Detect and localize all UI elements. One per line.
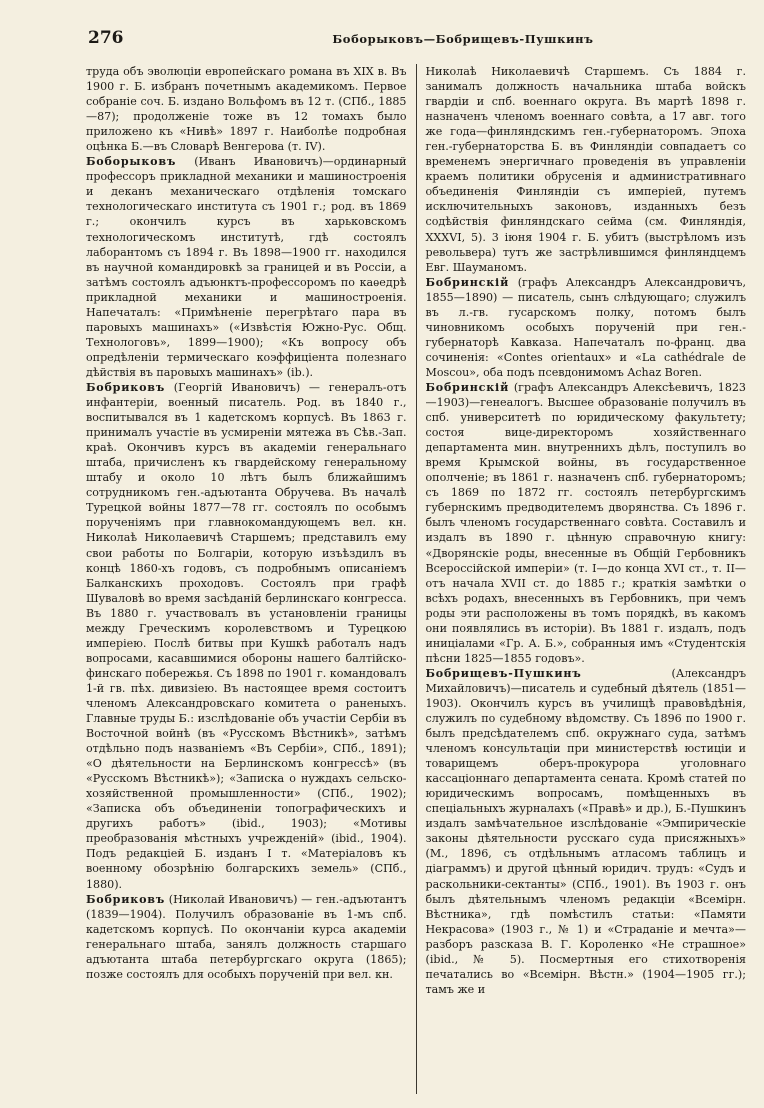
entry-text: (Георгій Ивановичъ) — генералъ-отъ инфантеріи, военный писатель. Род. въ 1840 г., воспитывался въ 1 кадетскомъ корпусѣ. Въ 1863 г. принималъ участіе въ усмиреніи мятежа въ Сѣв.-Зап. краѣ. Окончивъ курсъ въ академіи генеральнаго штаба, причисленъ къ гвардейскому генеральному штабу и около 10 лѣтъ былъ ближайшимъ сотрудникомъ ген.-адъютанта Обручева. Въ началѣ Турецкой войны 1877—78 гг. состоялъ по особымъ порученіямъ при главнокомандующемъ вел. кн. Николаѣ Николаевичѣ Старшемъ; представилъ ему свои работы по Болгаріи, которую изъѣздилъ въ концѣ 1860-хъ годовъ, съ подробнымъ описаніемъ Балканскихъ проходовъ. Состоялъ при графѣ Шуваловѣ во время засѣданій берлинскаго конгресса. Въ 1880 г. участвовалъ въ установленіи границы между Греческимъ королевствомъ и Турецкою имперіею. Послѣ битвы при Кушкѣ работалъ надъ вопросами, касавшимися обороны нашего балтійско-финскаго побережья. Съ 1898 по 1901 г. командовалъ 1-й гв. пѣх. дивизіею. Въ настоящее время состоитъ членомъ Александровскаго комитета о раненыхъ. Главные труды Б.: изслѣдованіе объ участіи Сербіи въ Восточной войнѣ (въ «Русскомъ Вѣстникѣ», затѣмъ отдѣльно подъ названіемъ «Въ Сербіи», СПб., 1891); «О дѣятельности на Берлинскомъ конгрессѣ» (въ «Русскомъ Вѣстникѣ»); «Записка о нуждахъ сельско-хозяйственной промышленности» (СПб., 1902); «Записка объ объединеніи топографическихъ и другихъ работъ» (ibid., 1903); «Мотивы преобразованія мѣстныхъ учрежденій» (ibid., 1904). Подъ редакціей Б. изданъ I т. «Матеріаловъ къ военному обозрѣнію болгарскихъ земель» (СПб., 1880).: [86, 380, 407, 891]
entry-bobrishchev-pushkin: [426, 666, 747, 997]
entry-text: Николаѣ Николаевичѣ Старшемъ. Съ 1884 г. занималъ должность начальника штаба войскъ гвардіи и спб. военнаго округа. Въ мартѣ 1898 г. назначенъ членомъ военнаго совѣта, а 17 авг. того же года—финляндскимъ ген.-губернаторомъ. Эпоха ген.-губернаторства Б. въ Финляндіи совпадаетъ со временемъ энергичнаго проведенія въ управленіи краемъ политики обрусенія и административнаго объединенія Финляндіи съ имперіей, путемъ исключительныхъ законовъ, изданныхъ безъ содѣйствія финляндскаго сейма (см. Финляндія, XXXVI, 5). 3 іюня 1904 г. Б. убитъ (выстрѣломъ изъ револьвера) тутъ же застрѣлившимся финляндцемъ Евг. Шауманомъ.: [425, 65, 746, 274]
entry-text: (графъ Александръ Алексѣевичъ, 1823—1903)—генеалогъ. Высшее образованіе получилъ въ спб. университетѣ по юридическому факультету; состоя вице-директоромъ хозяйственнаго департамента мин. внутреннихъ дѣлъ, поступилъ во время Крымской войны, въ государственное ополченіе; въ 1861 г. назначенъ спб. губернаторомъ; съ 1869 по 1872 гг. состоялъ петербургскимъ губернскимъ предводителемъ дворянства. Съ 1896 г. былъ членомъ государственнаго совѣта. Составилъ и издалъ въ 1890 г. цѣнную справочную книгу: «Дворянскіе роды, внесенные въ Общій Гербовникъ Всероссійской имперіи» (т. I—до конца XVI ст., т. II—отъ начала XVII ст. до 1885 г.; краткія замѣтки о всѣхъ родахъ, внесенныхъ въ Гербовникъ, при чемъ роды эти расположены въ томъ порядкѣ, въ какомъ они появлялись въ исторіи). Въ 1881 г. издалъ, подъ иниціалами «Гр. А. Б.», собранныя имъ «Студентскія пѣсни 1825—1855 годовъ».: [425, 380, 746, 665]
entry-headword: Бобриковъ: [86, 892, 166, 906]
entry-bobrinsky-alexander-alexeevich: [426, 380, 747, 666]
left-column: [86, 64, 417, 1094]
entry-continuation: [426, 64, 747, 275]
entry-text: (Иванъ Ивановичъ)—ординарный профессоръ прикладной механики и машиностроенія и деканъ механическаго отдѣленія томскаго технологическаго института съ 1901 г.; род. въ 1869 г.; окончилъ курсъ въ харьковскомъ технологическомъ институтѣ, гдѣ состоялъ лаборантомъ съ 1894 г. Въ 1898—1900 гг. находился въ научной командировкѣ за границей и въ Россіи, а затѣмъ состоялъ адъюнктъ-профессоромъ по каѳедрѣ прикладной механики и машиностроенія. Напечаталъ: «Примѣненіе перегрѣтаго пара въ паровыхъ машинахъ» («Извѣстія Южно-Рус. Общ. Технологовъ», 1899—1900); «Къ вопросу объ опредѣленіи термическаго коэффиціента полезнаго дѣйствія въ паровыхъ машинахъ» (ib.).: [86, 155, 407, 379]
entry-text: (Николай Ивановичъ) — ген.-адъютантъ (1839—1904). Получилъ образованіе въ 1-мъ спб. кадетскомъ корпусѣ. По окончаніи курса академіи генеральнаго штаба, занялъ должность старшаго адъютанта штаба петербургскаго округа (1865); позже состоялъ для особыхъ порученій при вел. кн.: [86, 892, 407, 981]
entry-bobrikov-nikolay: [86, 892, 407, 982]
entry-bobrinsky-alexander-alexandrovich: [426, 275, 747, 380]
entry-text: труда объ эволюціи европейскаго романа въ XIX в. Въ 1900 г. Б. избранъ почетнымъ академикомъ. Первое собраніе соч. Б. издано Вольфомъ въ 12 т. (СПб., 1885—87); продолженіе тоже въ 12 томахъ было приложено къ «Нивѣ» 1897 г. Наиболѣе подробная оцѣнка Б.—въ Словарѣ Венгерова (т. IV).: [86, 65, 407, 154]
entry-text: (графъ Александръ Александровичъ, 1855—1890) — писатель, сынъ слѣдующаго; служилъ въ л.-гв. гусарскомъ полку, потомъ былъ чиновникомъ особыхъ порученій при ген.-губернаторѣ Кавказа. Напечаталъ по-франц. два сочиненія: «Contes orientaux» и «La cathédrale de Moscou», оба подъ псевдонимомъ Achaz Boren.: [425, 275, 746, 379]
entry-headword: Бобринскій: [425, 275, 510, 289]
running-title: Боборыковъ—Бобрищевъ-Пушкинъ: [332, 32, 594, 46]
entry-headword: Бобриковъ: [86, 380, 166, 394]
entry-headword: Боборыковъ: [86, 155, 177, 169]
entry-continuation: [86, 64, 407, 154]
entry-boborykov-ivan: [86, 154, 407, 380]
entry-headword: Бобрищевъ-Пушкинъ: [425, 666, 582, 680]
page-header: [88, 28, 728, 58]
entry-headword: Бобринскій: [425, 380, 510, 394]
right-column: [417, 64, 747, 1094]
entry-text: (Александръ Михайловичъ)—писатель и судебный дѣятель (1851—1903). Окончилъ курсъ въ училищѣ правовѣдѣнія, служилъ по судебному вѣдомству. Съ 1896 по 1900 г. былъ предсѣдателемъ спб. окружнаго суда, затѣмъ членомъ консультаціи при министерствѣ юстиціи и товарищемъ оберъ-прокурора уголовнаго кассаціоннаго департамента сената. Кромѣ статей по юридическимъ вопросамъ, помѣщенныхъ въ спеціальныхъ журналахъ («Правѣ» и др.), Б.-Пушкинъ издалъ замѣчательное изслѣдованіе «Эмпирическіе законы дѣятельности русскаго суда присяжныхъ» (М., 1896, съ отдѣльнымъ атласомъ таблицъ и діаграммъ) и другой цѣнный юридич. трудъ: «Судъ и раскольники-сектанты» (СПб., 1901). Въ 1903 г. онъ былъ дѣятельнымъ членомъ редакціи «Всемірн. Вѣстника», гдѣ помѣстилъ статьи: «Памяти Некрасова» (1903 г., № 1) и «Страданіе и мечта»—разборъ разсказа В. Г. Короленко «Не страшное» (ibid., № 5). Посмертныя его стихотворенія печатались во «Всемірн. Вѣстн.» (1904—1905 гг.); тамъ же и: [425, 666, 746, 996]
entry-bobrikov-georgy: [86, 380, 407, 892]
page-number: 276: [88, 28, 124, 48]
text-columns: [86, 64, 746, 1094]
